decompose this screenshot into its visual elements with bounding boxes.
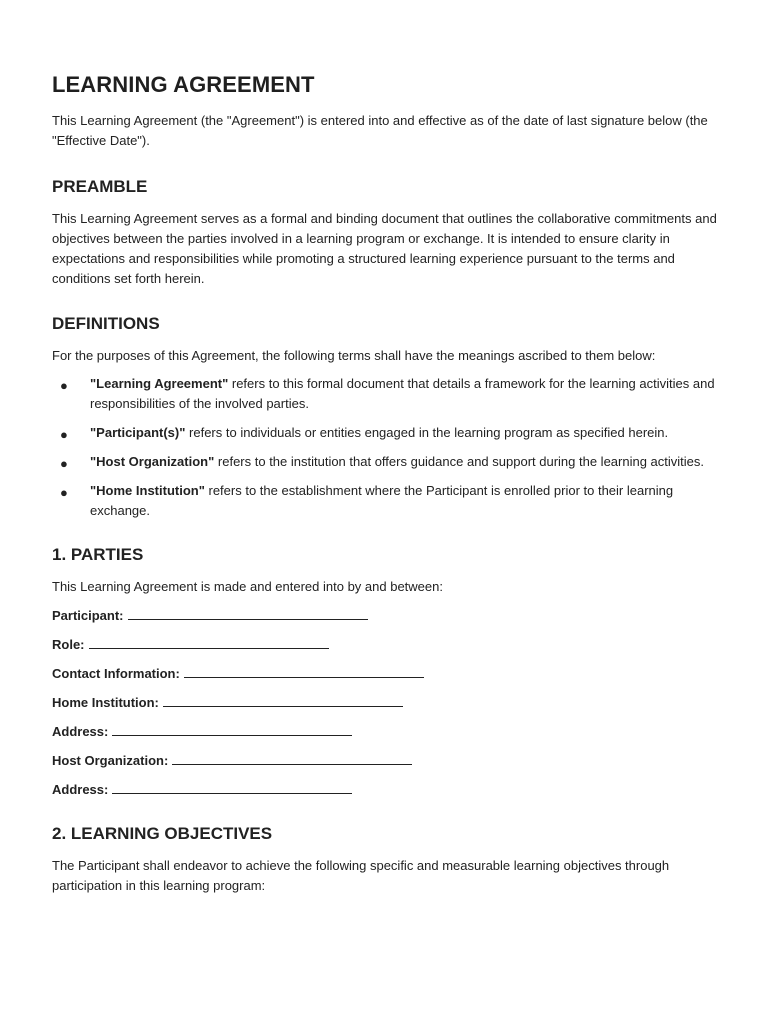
- bullet-icon: ●: [60, 485, 68, 500]
- role-blank-line[interactable]: [89, 637, 329, 649]
- parties-intro: This Learning Agreement is made and entered into by and between:: [52, 579, 443, 594]
- home-institution-blank-line[interactable]: [163, 695, 403, 707]
- objectives-intro: The Participant shall endeavor to achieve the following specific and measurable learning objectives through participation in this learning program:: [52, 858, 670, 893]
- parties-fields: [52, 606, 732, 800]
- definition-text: refers to individuals or entities engaged in the learning program as specified herein.: [185, 425, 669, 440]
- definition-text: refers to this formal document that details a framework for the learning activities and responsibilities of the involved parties.: [90, 376, 715, 411]
- definition-item: [52, 374, 732, 414]
- contact-information-blank-line[interactable]: [184, 666, 424, 678]
- preamble-paragraph: This Learning Agreement serves as a formal and binding document that outlines the collaborative commitments and objectives between the parties involved in a learning program or exchange. It is intended to ensure clarity in expectations and responsibilities while promoting a structured learning experience pursuant to the terms and conditions set forth herein.: [52, 211, 717, 286]
- field-label: Host Organization:: [52, 753, 169, 768]
- host-address-field: [52, 780, 732, 800]
- definition-item: [52, 452, 732, 472]
- document-title: LEARNING AGREEMENT: [52, 72, 315, 97]
- definition-term: "Learning Agreement": [90, 376, 229, 391]
- definitions-intro: For the purposes of this Agreement, the following terms shall have the meanings ascribed to them below:: [52, 348, 656, 363]
- bullet-icon: ●: [60, 456, 68, 471]
- definition-text: refers to the establishment where the Participant is enrolled prior to their learning exchange.: [90, 483, 674, 518]
- definitions-heading: DEFINITIONS: [52, 314, 160, 333]
- field-label: Role:: [52, 637, 85, 652]
- field-label: Participant:: [52, 608, 124, 623]
- document-page: [52, 72, 732, 896]
- definition-term: "Host Organization": [90, 454, 215, 469]
- host-address-blank-line[interactable]: [112, 782, 352, 794]
- definition-text: refers to the institution that offers guidance and support during the learning activities.: [214, 454, 705, 469]
- contact-information-field: [52, 664, 732, 684]
- definitions-list: [52, 374, 732, 521]
- home-address-field: [52, 722, 732, 742]
- bullet-icon: ●: [60, 378, 68, 393]
- field-label: Home Institution:: [52, 695, 159, 710]
- field-label: Address:: [52, 724, 109, 739]
- parties-heading: 1. PARTIES: [52, 545, 144, 564]
- role-field: [52, 635, 732, 655]
- definition-item: [52, 423, 732, 443]
- definition-term: "Participant(s)": [90, 425, 186, 440]
- host-organization-field: [52, 751, 732, 771]
- definition-term: "Home Institution": [90, 483, 205, 498]
- home-address-blank-line[interactable]: [112, 724, 352, 736]
- home-institution-field: [52, 693, 732, 713]
- host-organization-blank-line[interactable]: [172, 753, 412, 765]
- intro-paragraph: This Learning Agreement (the "Agreement") is entered into and effective as of the date of last signature below (the "Effective Date").: [52, 113, 708, 148]
- field-label: Address:: [52, 782, 109, 797]
- participant-blank-line[interactable]: [128, 608, 368, 620]
- field-label: Contact Information:: [52, 666, 180, 681]
- objectives-heading: 2. LEARNING OBJECTIVES: [52, 824, 273, 843]
- bullet-icon: ●: [60, 427, 68, 442]
- participant-field: [52, 606, 732, 626]
- preamble-heading: PREAMBLE: [52, 177, 148, 196]
- definition-item: [52, 481, 732, 521]
